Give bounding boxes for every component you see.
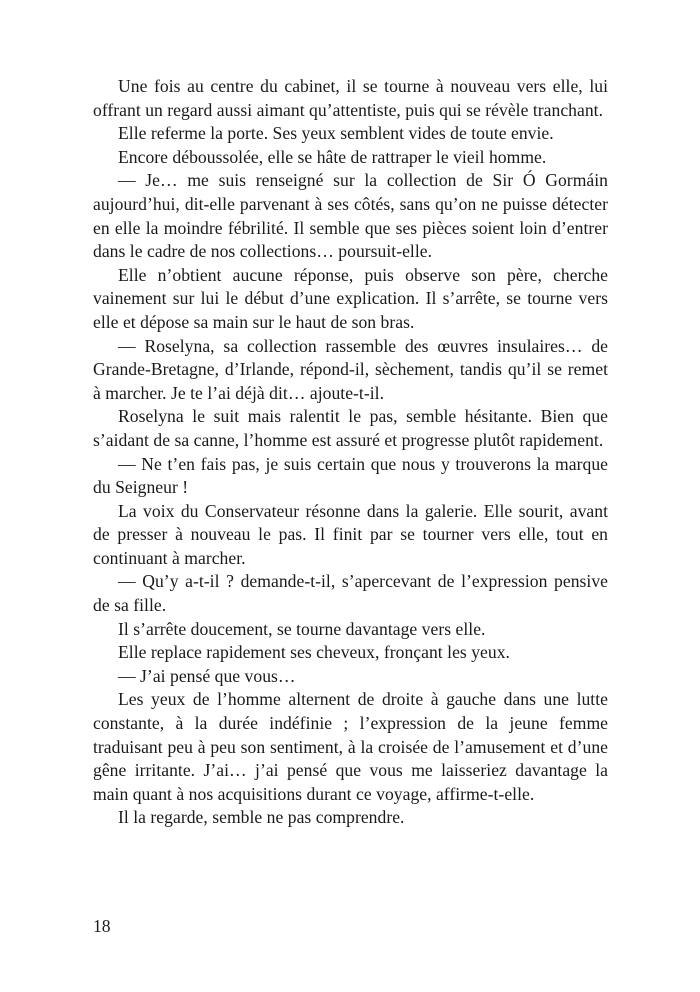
- paragraph: Il s’arrête doucement, se tourne davantage vers elle.: [118, 618, 486, 639]
- paragraph: — Qu’y a-t-il ? demande-t-il, s’apercevant de l’expression pensive de sa fille.: [93, 571, 608, 616]
- page-body: [93, 75, 608, 925]
- paragraph: Elle replace rapidement ses cheveux, fronçant les yeux.: [118, 642, 510, 663]
- paragraph: Les yeux de l’homme alternent de droite à gauche dans une lutte constante, à la durée indéfinie ; l’expression de la jeune femme traduisant peu à peu son sentiment, à la croisée de l’amusement et d’une gêne irritante. J’ai… j’ai pensé que vous me laisseriez davantage la main quant à nos acquisitions durant ce voyage, affirme-t-elle.: [93, 689, 608, 804]
- paragraph: — Je… me suis renseigné sur la collection de Sir Ó Gormáin aujourd’hui, dit-elle parvenant à ses côtés, sans qu’on ne puisse détecter en elle la moindre fébrilité. Il semble que ses pièces soient loin d’entrer dans le cadre de nos collections… poursuit-elle.: [93, 170, 608, 262]
- paragraph: — Roselyna, sa collection rassemble des œuvres insulaires… de Grande-Bretagne, d’Irlande, répond-il, sèchement, tandis qu’il se remet à marcher. Je te l’ai déjà dit… ajoute-t-il.: [93, 335, 608, 403]
- paragraph: Une fois au centre du cabinet, il se tourne à nouveau vers elle, lui offrant un regard aussi aimant qu’attentiste, puis qui se révèle tranchant.: [93, 76, 608, 120]
- page-number: 18: [93, 916, 111, 936]
- paragraph: Elle n’obtient aucune réponse, puis observe son père, cherche vainement sur lui le début d’une explication. Il s’arrête, se tourne vers elle et dépose sa main sur le haut de son bras.: [93, 264, 608, 332]
- paragraph: Roselyna le suit mais ralentit le pas, semble hésitante. Bien que s’aidant de sa canne, l’homme est assuré et progresse plutôt rapidement.: [93, 406, 608, 450]
- paragraph: La voix du Conservateur résonne dans la galerie. Elle sourit, avant de presser à nouveau le pas. Il finit par se tourner vers elle, tout en continuant à marcher.: [93, 500, 608, 568]
- paragraph: — J’ai pensé que vous…: [118, 665, 296, 686]
- paragraph: Elle referme la porte. Ses yeux semblent vides de toute envie.: [118, 123, 554, 144]
- paragraph: Encore déboussolée, elle se hâte de rattraper le vieil homme.: [118, 146, 547, 167]
- paragraph: — Ne t’en fais pas, je suis certain que nous y trouverons la marque du Seigneur !: [93, 453, 608, 498]
- paragraph: Il la regarde, semble ne pas comprendre.: [118, 807, 405, 828]
